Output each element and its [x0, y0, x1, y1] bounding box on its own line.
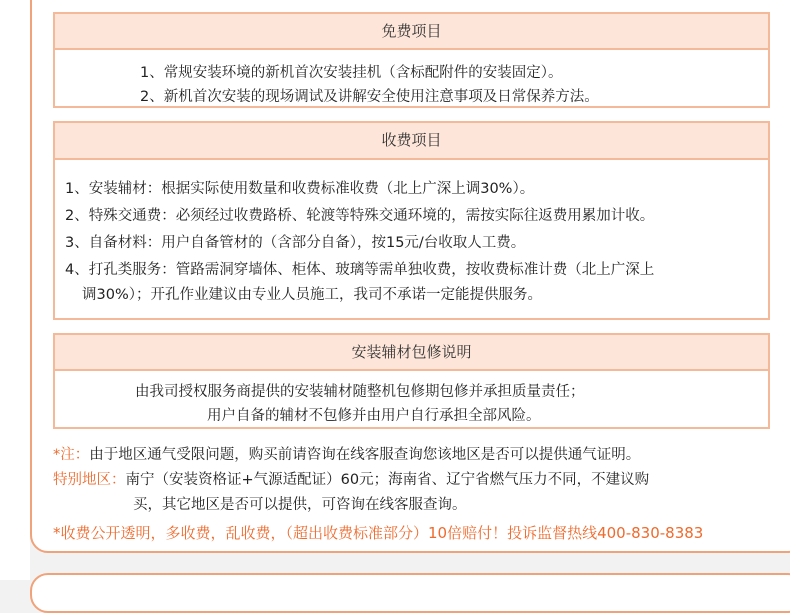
complaint-hotline: *收费公开透明，多收费，乱收费，（超出收费标准部分）10倍赔付！投诉监督热线400-830-8383	[53, 524, 704, 542]
warranty-title: 安装辅材包修说明	[55, 335, 768, 371]
free-items-title: 免费项目	[55, 14, 768, 50]
special-region-text-1: 南宁（安装资格证+气源适配证）60元；海南省、辽宁省燃气压力不同，不建议购	[125, 472, 650, 488]
paid-item-1: 1、安装辅材：根据实际使用数量和收费标准收费（北上广深上调30%）。	[65, 181, 535, 197]
free-item-1: 1、常规安装环境的新机首次安装挂机（含标配附件的安装固定）。	[140, 65, 563, 81]
paid-item-3: 3、自备材料：用户自备管材的（含部分自备），按15元/台收取人工费。	[65, 235, 526, 251]
note-text: 由于地区通气受限问题，购买前请咨询在线客服查询您该地区是否可以提供通气证明。	[89, 447, 641, 463]
warranty-line-2: 用户自备的辅材不包修并由用户自行承担全部风险。	[207, 408, 541, 424]
special-region-label: 特别地区：	[53, 472, 126, 488]
paid-item-4: 4、打孔类服务：管路需洞穿墙体、柜体、玻璃等需单独收费，按收费标准计费（北上广深上	[65, 262, 655, 278]
paid-item-2: 2、特殊交通费：必须经过收费路桥、轮渡等特殊交通环境的，需按实际往返费用累加计收。	[65, 208, 655, 224]
warranty-section	[53, 333, 770, 429]
paid-items-section	[53, 121, 770, 320]
left-margin	[0, 0, 30, 580]
special-region-line	[53, 468, 649, 489]
paid-items-title: 收费项目	[55, 123, 768, 160]
paid-item-4-cont: 调30%）；开孔作业建议由专业人员施工，我司不承诺一定能提供服务。	[82, 287, 542, 303]
next-card-edge	[30, 573, 790, 613]
special-region-text-2: 买，其它地区是否可以提供，可咨询在线客服查询。	[133, 497, 467, 513]
note-label: *注：	[53, 447, 90, 463]
note-line	[53, 443, 640, 464]
warranty-line-1: 由我司授权服务商提供的安装辅材随整机包修期包修并承担质量责任；	[135, 384, 585, 400]
free-item-2: 2、新机首次安装的现场调试及讲解安全使用注意事项及日常保养方法。	[140, 89, 599, 105]
free-items-section	[53, 12, 770, 108]
